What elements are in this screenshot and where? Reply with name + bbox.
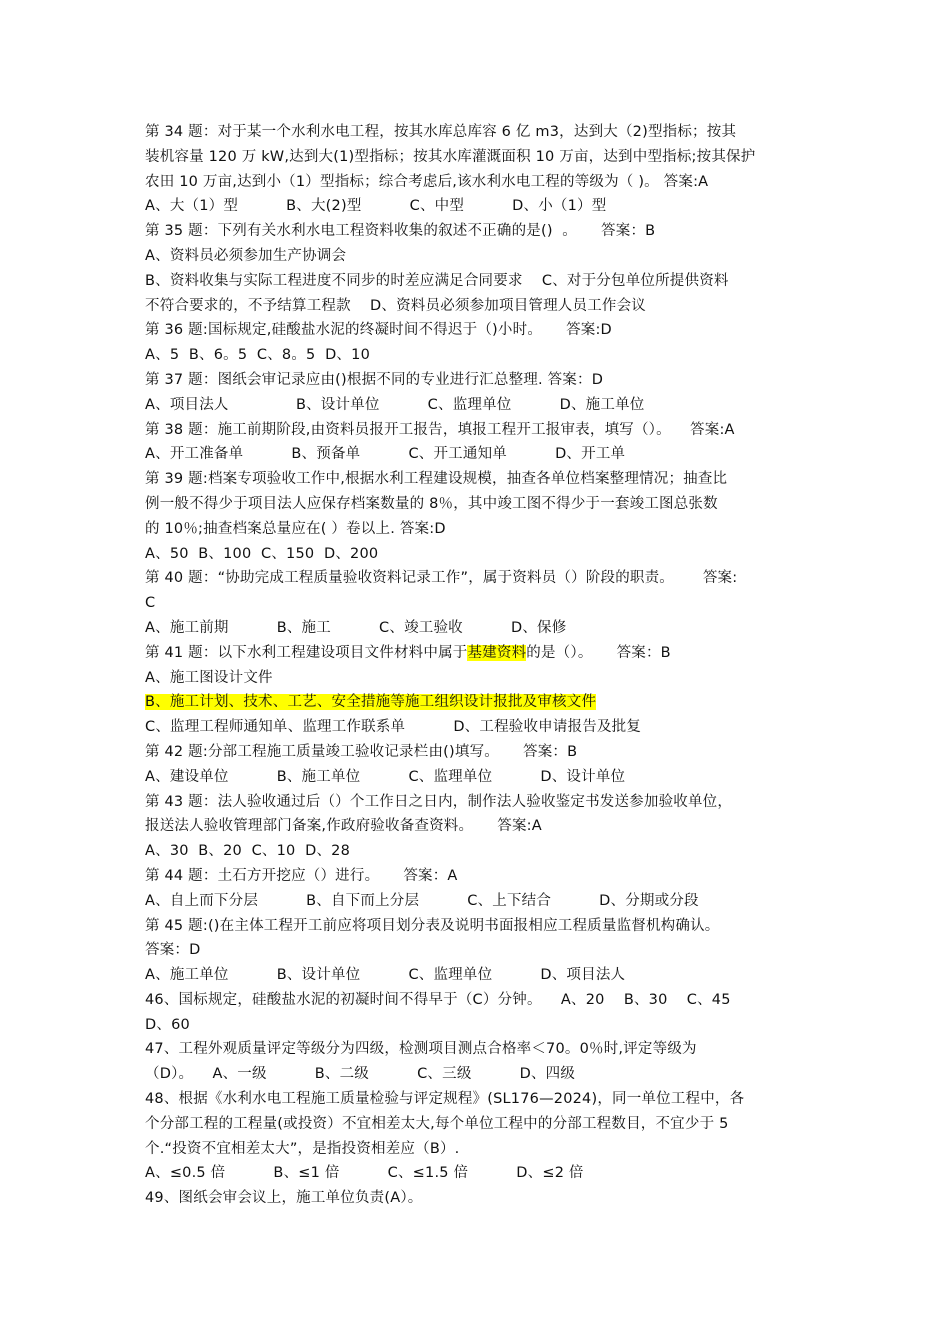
- text-line: 第 37 题：图纸会审记录应由()根据不同的专业进行汇总整理. 答案：D: [145, 371, 604, 388]
- text-line: B、资料收集与实际工程进度不同步的时差应满足合同要求 C、对于分包单位所提供资料: [145, 272, 729, 289]
- text-line: A、开工准备单 B、预备单 C、开工通知单 D、开工单: [145, 446, 626, 463]
- text-line: 不符合要求的，不予结算工程款 D、资料员必须参加项目管理人员工作会议: [145, 297, 646, 314]
- text-line: 第 42 题:分部工程施工质量竣工验收记录栏由()填写。 答案：B: [145, 743, 578, 760]
- text-line: （D）。 A、一级 B、二级 C、三级 D、四级: [145, 1066, 576, 1083]
- text-line: 例一般不得少于项目法人应保存档案数量的 8％，其中竣工图不得少于一套竣工图总张数: [145, 495, 718, 512]
- text-line: 答案：D: [145, 942, 201, 959]
- text-line-with-highlight: [145, 641, 810, 666]
- text-line: 的 10％;抽查档案总量应在( ）卷以上. 答案:D: [145, 520, 446, 537]
- text-line: 第 44 题：土石方开挖应（）进行。 答案：A: [145, 867, 458, 884]
- text-line: 第 45 题:()在主体工程开工前应将项目划分表及说明书面报相应工程质量监督机构确认。: [145, 917, 720, 934]
- text-line: 第 35 题：下列有关水利水电工程资料收集的叙述不正确的是() 。 答案：B: [145, 223, 656, 240]
- text-line: A、施工图设计文件: [145, 669, 273, 686]
- text-line: C、监理工程师通知单、监理工作联系单 D、工程验收申请报告及批复: [145, 719, 642, 736]
- text-line: 个分部工程的工程量(或投资）不宜相差太大,每个单位工程中的分部工程数目，不宜少于 5: [145, 1115, 729, 1132]
- text-line: A、施工前期 B、施工 C、竣工验收 D、保修: [145, 619, 567, 636]
- highlighted-option: B、施工计划、技术、工艺、安全措施等施工组织设计报批及审核文件: [145, 694, 597, 711]
- text-line: 47、工程外观质量评定等级分为四级，检测项目测点合格率＜70。0％时,评定等级为: [145, 1041, 697, 1058]
- text-line: 第 36 题:国标规定,硅酸盐水泥的终凝时间不得迟于（)小时。 答案:D: [145, 322, 612, 339]
- text-line: 装机容量 120 万 kW,达到大(1)型指标；按其水库灌溉面积 10 万亩，达到中型指标;按其保护: [145, 148, 756, 165]
- document-page: [145, 120, 810, 1211]
- text-line: A、大（1）型 B、大(2)型 C、中型 D、小（1）型: [145, 198, 607, 215]
- line41-prefix: 第 41 题：以下水利工程建设项目文件材料中属于: [145, 644, 468, 661]
- text-line: A、5 B、6。5 C、8。5 D、10: [145, 347, 370, 364]
- highlighted-term: 基建资料: [467, 644, 527, 661]
- text-line: 第 39 题:档案专项验收工作中,根据水利工程建设规模，抽查各单位档案整理情况；抽查比: [145, 471, 728, 488]
- text-line: D、60: [145, 1016, 190, 1033]
- text-line: A、≤0.5 倍 B、≤1 倍 C、≤1.5 倍 D、≤2 倍: [145, 1165, 584, 1182]
- text-line: A、50 B、100 C、150 D、200: [145, 545, 379, 562]
- text-line: 第 43 题：法人验收通过后（）个工作日之日内，制作法人验收鉴定书发送参加验收单位，: [145, 793, 733, 810]
- text-line: 第 40 题：“协助完成工程质量验收资料记录工作”，属于资料员（）阶段的职责。 答案:: [145, 570, 738, 587]
- text-line: A、建设单位 B、施工单位 C、监理单位 D、设计单位: [145, 768, 626, 785]
- text-line: 报送法人验收管理部门备案,作政府验收备查资料。 答案:A: [145, 818, 542, 835]
- text-line: A、项目法人 B、设计单位 C、监理单位 D、施工单位: [145, 396, 645, 413]
- text-line: A、资料员必须参加生产协调会: [145, 247, 347, 264]
- text-line: A、30 B、20 C、10 D、28: [145, 843, 351, 860]
- text-line: A、自上而下分层 B、自下而上分层 C、上下结合 D、分期或分段: [145, 892, 699, 909]
- line41-suffix: 的是（）。 答案：B: [526, 644, 671, 661]
- text-line: 个.“投资不宜相差太大”，是指投资相差应（B）.: [145, 1140, 460, 1157]
- text-line: 第 34 题：对于某一个水利水电工程，按其水库总库容 6 亿 m3，达到大（2)型指标；按其: [145, 124, 737, 140]
- text-line: 46、国标规定，硅酸盐水泥的初凝时间不得早于（C）分钟。 A、20 B、30 C、45: [145, 991, 731, 1008]
- text-line: C: [145, 595, 156, 612]
- text-line: 48、根据《水利水电工程施工质量检验与评定规程》(SL176—2024)，同一单位工程中，各: [145, 1091, 745, 1108]
- text-line: A、施工单位 B、设计单位 C、监理单位 D、项目法人: [145, 967, 626, 984]
- highlighted-line: [145, 690, 810, 715]
- text-line: 49、图纸会审会议上，施工单位负责(A）。: [145, 1190, 423, 1207]
- text-line: 第 38 题：施工前期阶段,由资料员报开工报告，填报工程开工报审表，填写（）。 答案:A: [145, 421, 735, 438]
- text-line: 农田 10 万亩,达到小（1）型指标；综合考虑后,该水利水电工程的等级为（ )。 答案:A: [145, 173, 709, 190]
